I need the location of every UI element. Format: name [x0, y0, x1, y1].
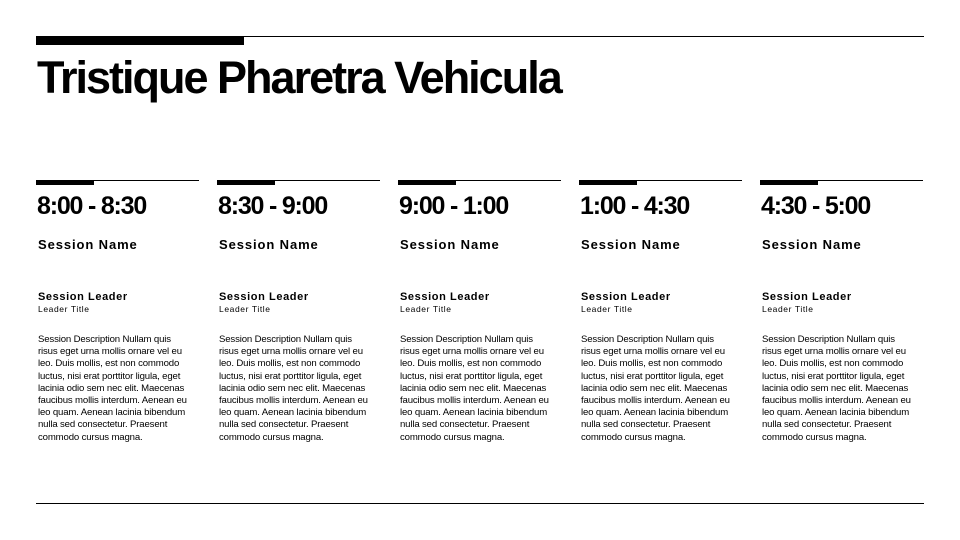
session-name: Session Name: [581, 237, 681, 252]
session-column: [36, 180, 199, 480]
session-time: 1:00 - 4:30: [580, 192, 690, 220]
session-column: [398, 180, 561, 480]
top-rule-accent-bar: [36, 37, 244, 45]
session-schedule: [36, 180, 924, 480]
session-leader: Session Leader: [762, 291, 852, 303]
session-rule-accent-bar: [760, 181, 818, 185]
session-time: 9:00 - 1:00: [399, 192, 509, 220]
session-name: Session Name: [762, 237, 862, 252]
leader-title: Leader Title: [581, 304, 633, 314]
leader-title: Leader Title: [400, 304, 452, 314]
leader-title: Leader Title: [762, 304, 814, 314]
session-leader: Session Leader: [581, 291, 671, 303]
session-description: Session Description Nullam quis risus eget urna mollis ornare vel eu leo. Duis mollis, est non commodo luctus, nisi erat porttitor ligula, eget lacinia odio sem nec elit. Maecenas faucibus mollis interdum. Aenean eu leo quam. Aenean lacinia bibendum nulla sed consectetur. Praesent commodo cursus magna.: [219, 334, 368, 443]
session-column: [579, 180, 742, 480]
session-description: Session Description Nullam quis risus eget urna mollis ornare vel eu leo. Duis mollis, est non commodo luctus, nisi erat porttitor ligula, eget lacinia odio sem nec elit. Maecenas faucibus mollis interdum. Aenean eu leo quam. Aenean lacinia bibendum nulla sed consectetur. Praesent commodo cursus magna.: [762, 334, 911, 443]
session-time: 8:30 - 9:00: [218, 192, 328, 220]
leader-title: Leader Title: [219, 304, 271, 314]
session-time: 8:00 - 8:30: [37, 192, 147, 220]
session-time: 4:30 - 5:00: [761, 192, 871, 220]
session-description: Session Description Nullam quis risus eget urna mollis ornare vel eu leo. Duis mollis, est non commodo luctus, nisi erat porttitor ligula, eget lacinia odio sem nec elit. Maecenas faucibus mollis interdum. Aenean eu leo quam. Aenean lacinia bibendum nulla sed consectetur. Praesent commodo cursus magna.: [581, 334, 730, 443]
session-rule-accent-bar: [579, 181, 637, 185]
session-name: Session Name: [38, 237, 138, 252]
page-title: Tristique Pharetra Vehicula: [37, 52, 561, 103]
session-column: [760, 180, 923, 480]
session-description: Session Description Nullam quis risus eget urna mollis ornare vel eu leo. Duis mollis, est non commodo luctus, nisi erat porttitor ligula, eget lacinia odio sem nec elit. Maecenas faucibus mollis interdum. Aenean eu leo quam. Aenean lacinia bibendum nulla sed consectetur. Praesent commodo cursus magna.: [400, 334, 549, 443]
session-rule-accent-bar: [217, 181, 275, 185]
session-description: Session Description Nullam quis risus eget urna mollis ornare vel eu leo. Duis mollis, est non commodo luctus, nisi erat porttitor ligula, eget lacinia odio sem nec elit. Maecenas faucibus mollis interdum. Aenean eu leo quam. Aenean lacinia bibendum nulla sed consectetur. Praesent commodo cursus magna.: [38, 334, 187, 443]
session-leader: Session Leader: [400, 291, 490, 303]
session-rule-accent-bar: [36, 181, 94, 185]
leader-title: Leader Title: [38, 304, 90, 314]
session-leader: Session Leader: [38, 291, 128, 303]
bottom-rule: [36, 503, 924, 504]
session-name: Session Name: [400, 237, 500, 252]
session-leader: Session Leader: [219, 291, 309, 303]
session-name: Session Name: [219, 237, 319, 252]
session-column: [217, 180, 380, 480]
session-rule-accent-bar: [398, 181, 456, 185]
